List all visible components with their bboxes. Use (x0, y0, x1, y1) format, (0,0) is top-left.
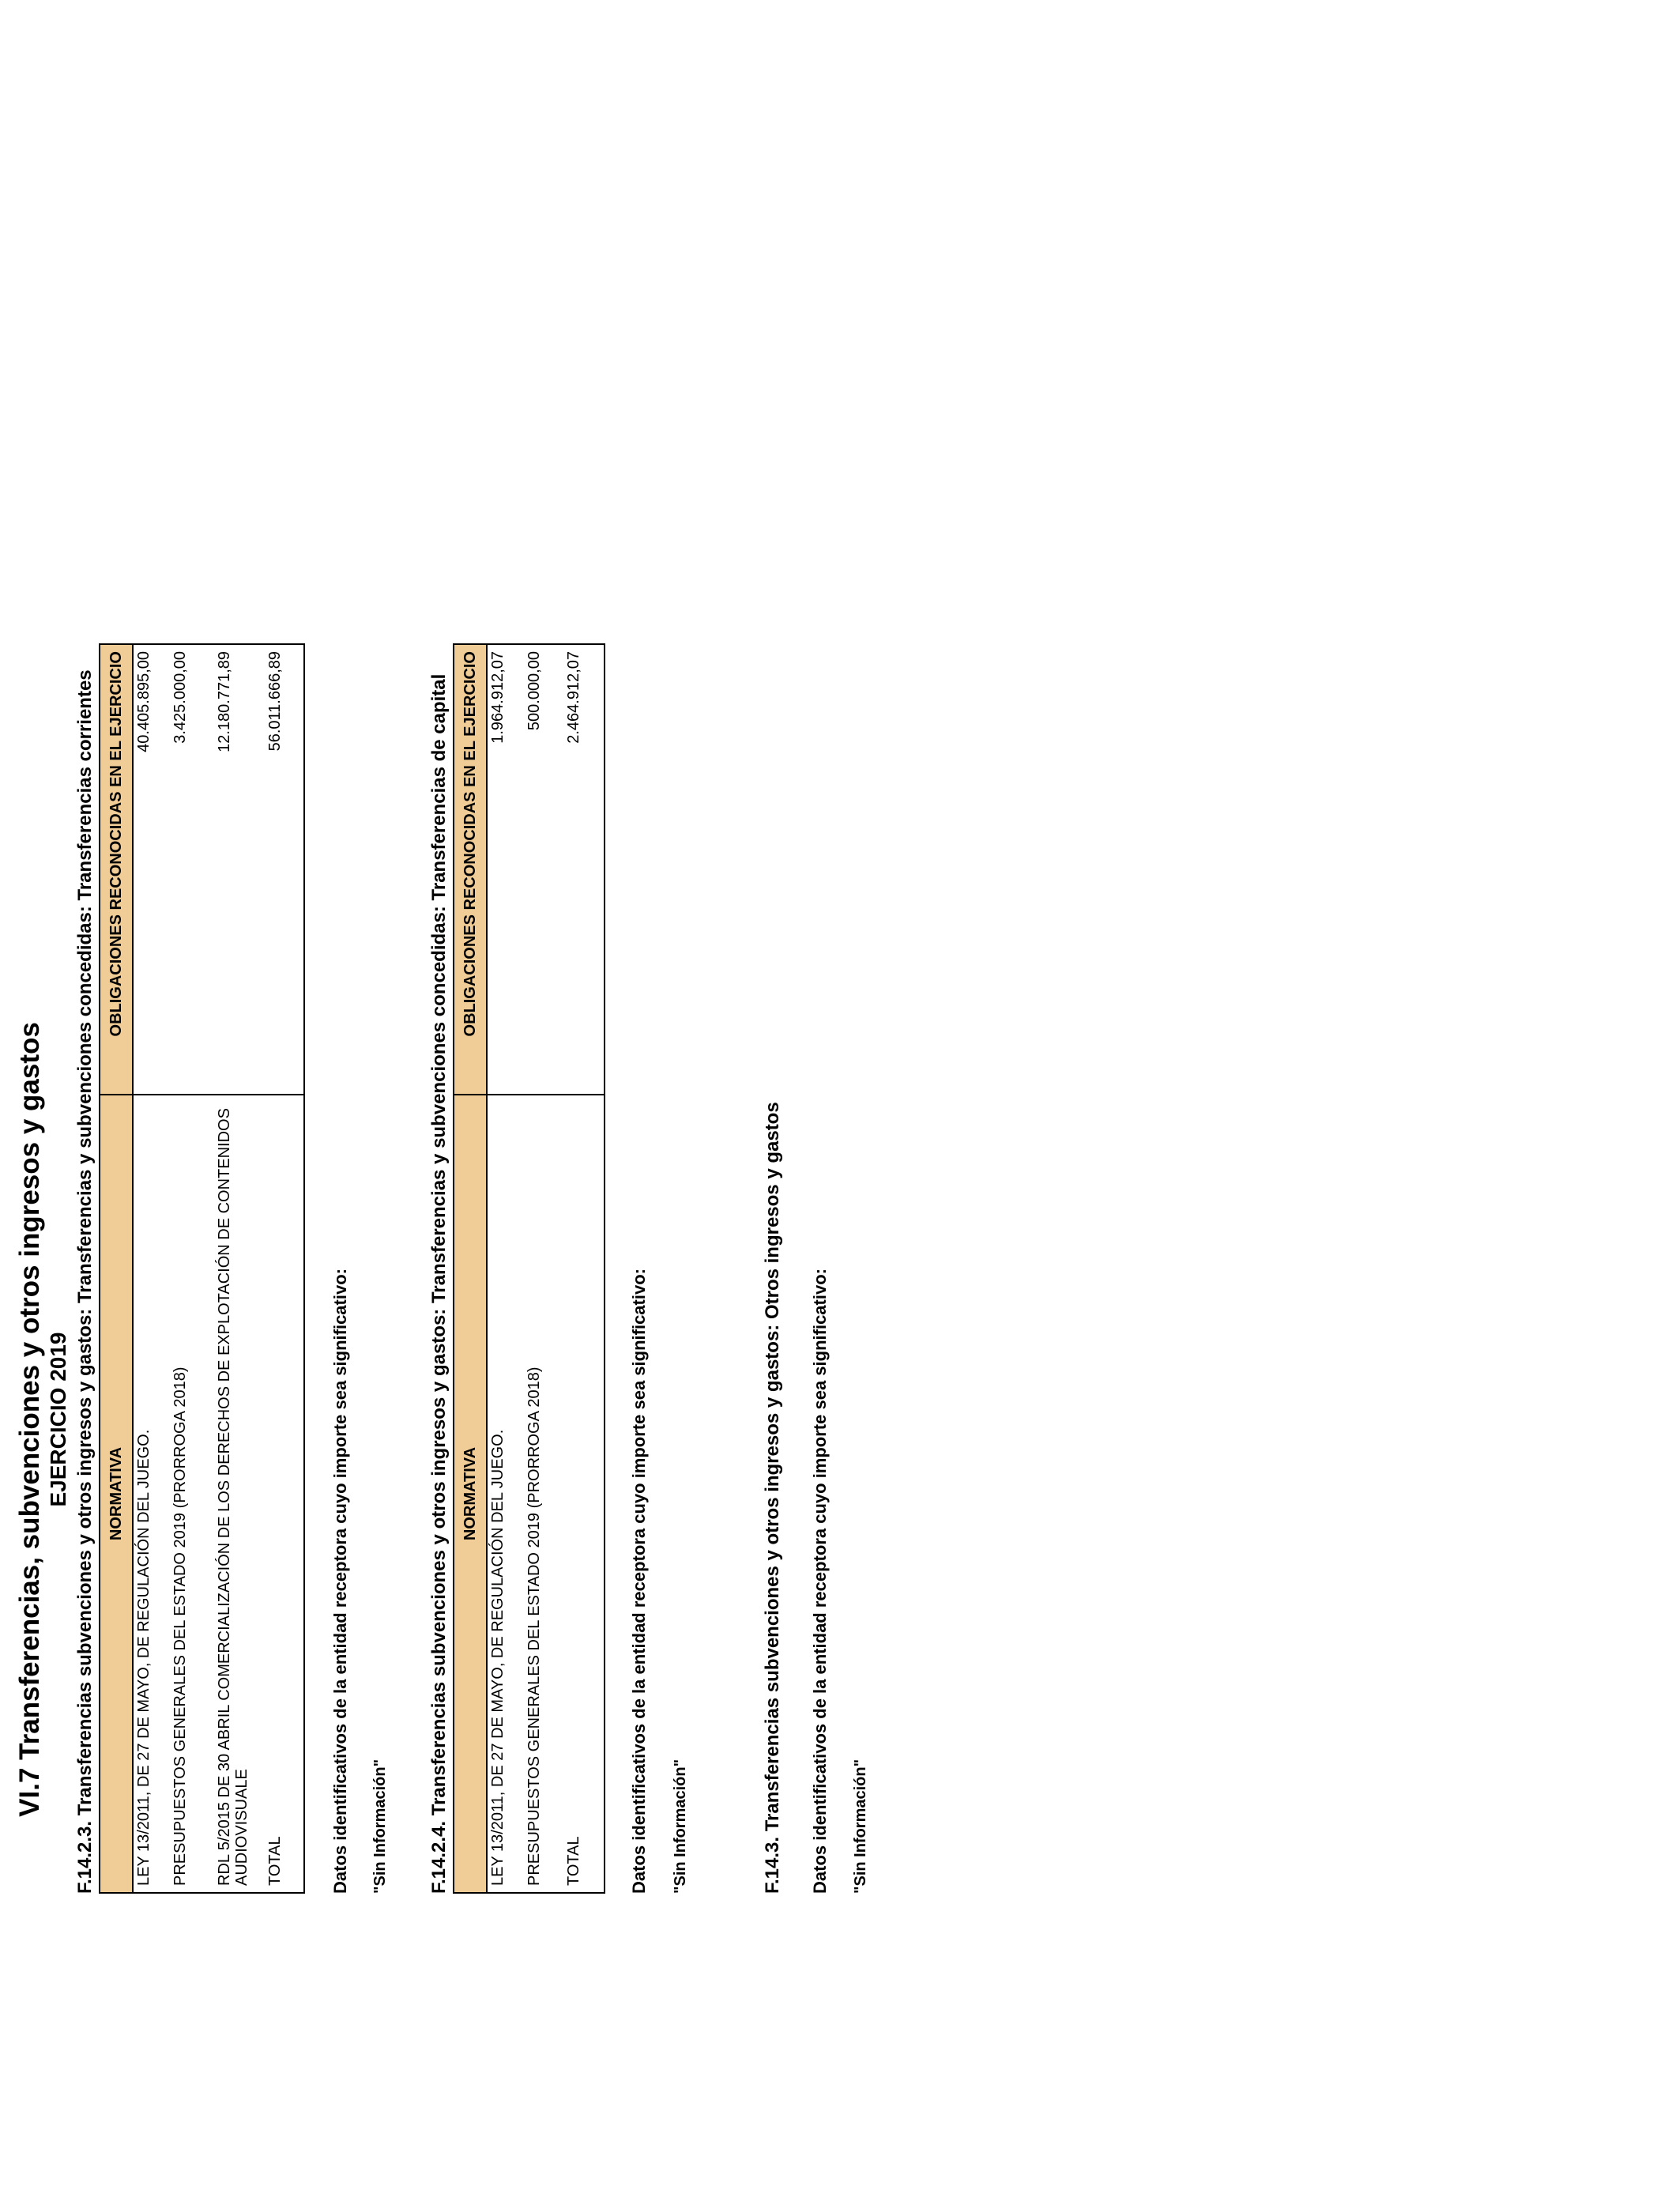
note-heading-receptora: Datos identificativos de la entidad receptora cuyo importe sea significativo: (330, 1269, 350, 1894)
column-header-obligaciones: OBLIGACIONES RECONOCIDAS EN EL EJERCICIO (100, 644, 133, 1095)
section-heading-otros-ingresos-gastos: F.14.3. Transferencias subvenciones y otros ingresos y gastos: Otros ingresos y gastos (762, 1102, 783, 1894)
table-transferencias-corrientes (99, 643, 305, 1894)
column-header-normativa: NORMATIVA (454, 1095, 487, 1893)
column-header-normativa: NORMATIVA (100, 1095, 133, 1893)
section-heading-transferencias-corrientes: F.14.2.3. Transferencias subvenciones y otros ingresos y gastos: Transferencias y subvenciones concedidas: Transferencias corrientes (74, 669, 96, 1894)
row-label: LEY 13/2011, DE 27 DE MAYO, DE REGULACIÓN DEL JUEGO. (133, 1095, 170, 1893)
row-label: TOTAL (265, 1095, 304, 1893)
table-row-total (563, 644, 605, 1893)
row-amount: 56.011.666,89 (266, 651, 284, 752)
row-amount: 40.405.895,00 (135, 651, 153, 752)
row-amount: 3.425.000,00 (171, 651, 189, 744)
row-label: PRESUPUESTOS GENERALES DEL ESTADO 2019 (PRORROGA 2018) (524, 1095, 563, 1893)
column-header-obligaciones: OBLIGACIONES RECONOCIDAS EN EL EJERCICIO (454, 644, 487, 1095)
table-row (214, 644, 265, 1893)
row-amount: 1.964.912,07 (489, 651, 507, 744)
row-amount: 2.464.912,07 (565, 651, 582, 744)
table-transferencias-capital (453, 643, 605, 1894)
row-amount: 12.180.771,89 (216, 651, 233, 752)
note-heading-receptora: Datos identificativos de la entidad receptora cuyo importe sea significativo: (810, 1269, 830, 1894)
row-label: RDL 5/2015 DE 30 ABRIL COMERCIALIZACIÓN DE LOS DERECHOS DE EXPLOTACIÓN DE CONTENIDOS AUDIOVISUALE (214, 1095, 265, 1893)
row-label: TOTAL (563, 1095, 605, 1893)
page-title: VI.7 Transferencias, subvenciones y otros ingresos y gastos (14, 1022, 45, 1817)
table-row (524, 644, 563, 1893)
table-row (133, 644, 170, 1893)
note-sin-informacion: "Sin Información" (852, 1759, 869, 1894)
page-subtitle: EJERCICIO 2019 (46, 1332, 70, 1507)
row-label: LEY 13/2011, DE 27 DE MAYO, DE REGULACIÓN DEL JUEGO. (487, 1095, 524, 1893)
note-heading-receptora: Datos identificativos de la entidad receptora cuyo importe sea significativo: (629, 1269, 649, 1894)
table-row-total (265, 644, 304, 1893)
row-amount: 500.000,00 (525, 651, 543, 731)
section-heading-transferencias-capital: F.14.2.4. Transferencias subvenciones y otros ingresos y gastos: Transferencias y subvenciones concedidas: Transferencias de capital (428, 673, 450, 1894)
row-label: PRESUPUESTOS GENERALES DEL ESTADO 2019 (PRORROGA 2018) (170, 1095, 214, 1893)
note-sin-informacion: "Sin Información" (371, 1759, 389, 1894)
table-row (487, 644, 524, 1893)
table-row (170, 644, 214, 1893)
note-sin-informacion: "Sin Información" (672, 1759, 689, 1894)
